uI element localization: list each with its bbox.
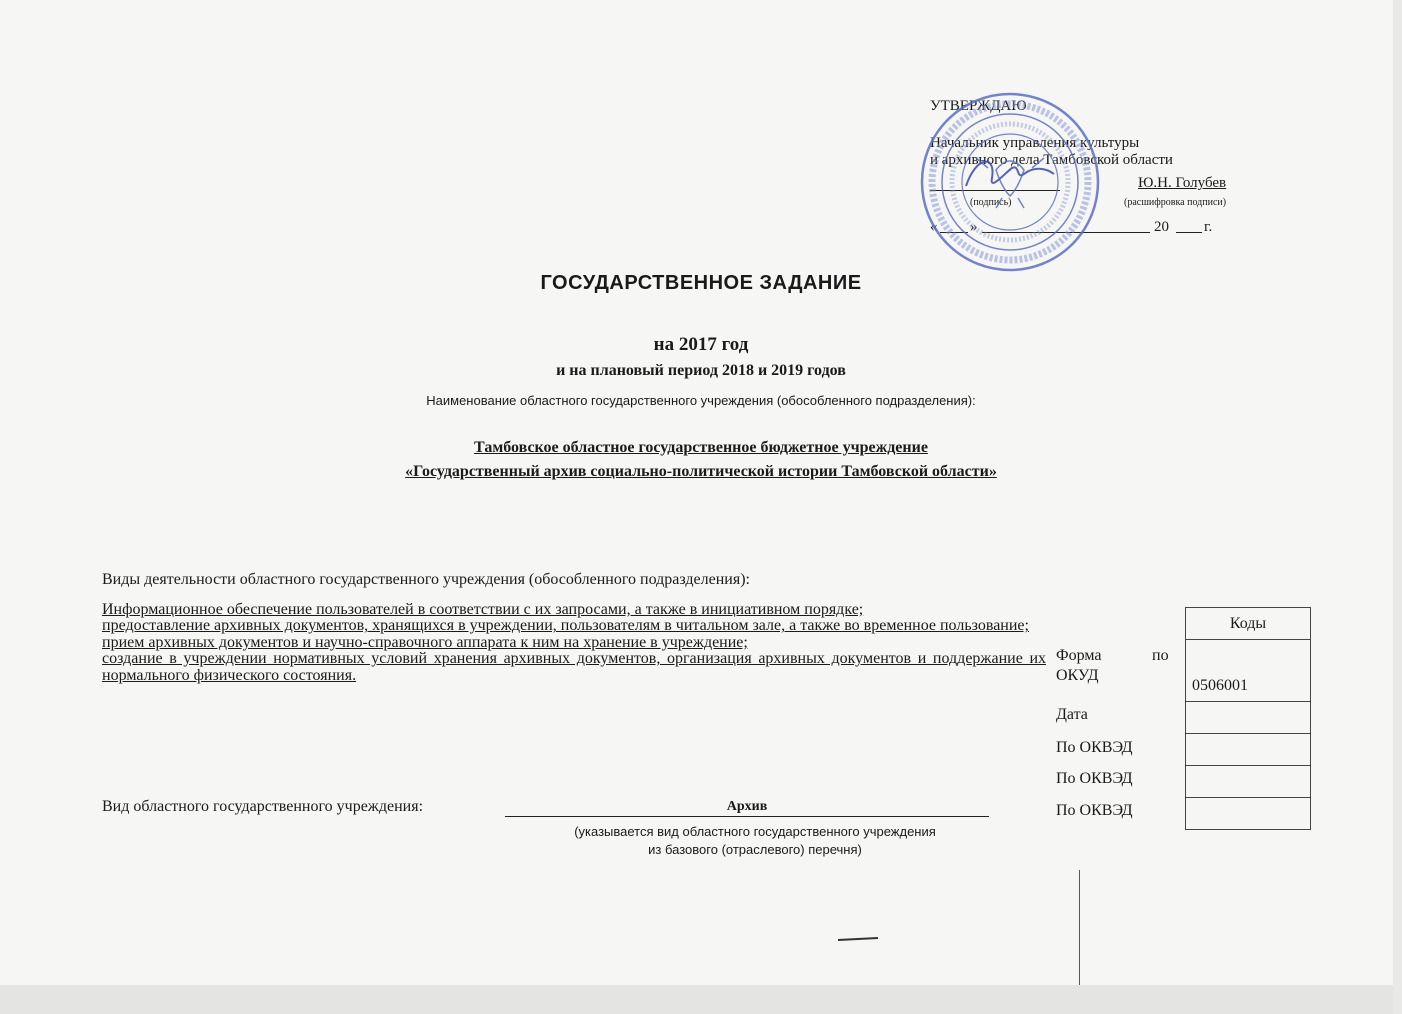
forma-label: Форма xyxy=(1056,647,1102,664)
date-year-prefix: 20 xyxy=(1154,219,1169,235)
forma-po-label: по xyxy=(1152,647,1169,664)
date-close-quote: » xyxy=(970,219,978,235)
activity-item: создание в учреждении нормативных условий хранения архивных документов, организация архивных документов и поддержание их нормального физического состояния. xyxy=(102,650,1046,684)
activity-item: Информационное обеспечение пользователей в соответствии с их запросами, а также в инициативном порядке; xyxy=(102,601,864,618)
institution-kind-note-line1: (указывается вид областного государственного учреждения xyxy=(574,824,936,839)
institution-kind-label: Вид областного государственного учреждения: xyxy=(102,798,424,815)
signature-caption: (подпись) xyxy=(970,197,1012,208)
institution-kind-value: Архив xyxy=(726,799,768,814)
approver-position-line2: и архивного дела Тамбовской области xyxy=(930,152,1173,168)
activities-list xyxy=(102,602,1046,684)
date-value-cell xyxy=(1186,702,1311,734)
pen-dash-mark xyxy=(838,937,878,941)
date-year-line xyxy=(1176,232,1202,233)
approver-position-line1: Начальник управления культуры xyxy=(930,135,1140,151)
okud-label: ОКУД xyxy=(1056,667,1099,684)
document-year: на 2017 год xyxy=(653,334,749,355)
date-year-suffix: г. xyxy=(1204,219,1213,235)
okved-value-cell xyxy=(1186,766,1311,798)
okud-value: 0506001 xyxy=(1186,640,1311,702)
okved-value-cell xyxy=(1186,798,1311,830)
institution-name-label: Наименование областного государственного учреждения (обособленного подразделения): xyxy=(426,393,976,408)
activities-label: Виды деятельности областного государственного учреждения (обособленного подразделения): xyxy=(102,571,750,588)
scan-fold-mark xyxy=(1079,870,1080,985)
activity-item: прием архивных документов и научно-справочного аппарата к ним на хранение в учреждение; xyxy=(102,633,748,651)
okved-value-cell xyxy=(1186,734,1311,766)
codes-header: Коды xyxy=(1186,608,1311,640)
planning-period: и на плановый период 2018 и 2019 годов xyxy=(556,362,846,379)
institution-name-line2: «Государственный архив социально-политической истории Тамбовской области» xyxy=(405,463,997,480)
date-open-quote: « xyxy=(930,219,938,235)
official-seal-icon xyxy=(918,90,1103,275)
scan-right-edge xyxy=(1393,0,1402,1014)
date-code-label: Дата xyxy=(1056,706,1088,723)
approval-title: УТВЕРЖДАЮ xyxy=(930,98,1027,114)
document-title: ГОСУДАРСТВЕННОЕ ЗАДАНИЕ xyxy=(540,272,862,294)
institution-kind-note-line2: из базового (отраслевого) перечня) xyxy=(648,842,862,857)
signer-name: Ю.Н. Голубев xyxy=(1138,175,1227,191)
activity-item: предоставление архивных документов, хранящихся в учреждении, пользователям в читальном зале, а также во временное пользование; xyxy=(102,617,1029,635)
scan-bottom-edge xyxy=(0,985,1402,1014)
institution-kind-line xyxy=(505,816,989,817)
okved-label: По ОКВЭД xyxy=(1056,802,1133,819)
okved-label: По ОКВЭД xyxy=(1056,739,1133,756)
institution-name-line1: Тамбовское областное государственное бюджетное учреждение xyxy=(474,439,928,456)
name-caption: (расшифровка подписи) xyxy=(1124,197,1227,208)
okved-label: По ОКВЭД xyxy=(1056,770,1133,787)
codes-table xyxy=(1185,607,1311,830)
